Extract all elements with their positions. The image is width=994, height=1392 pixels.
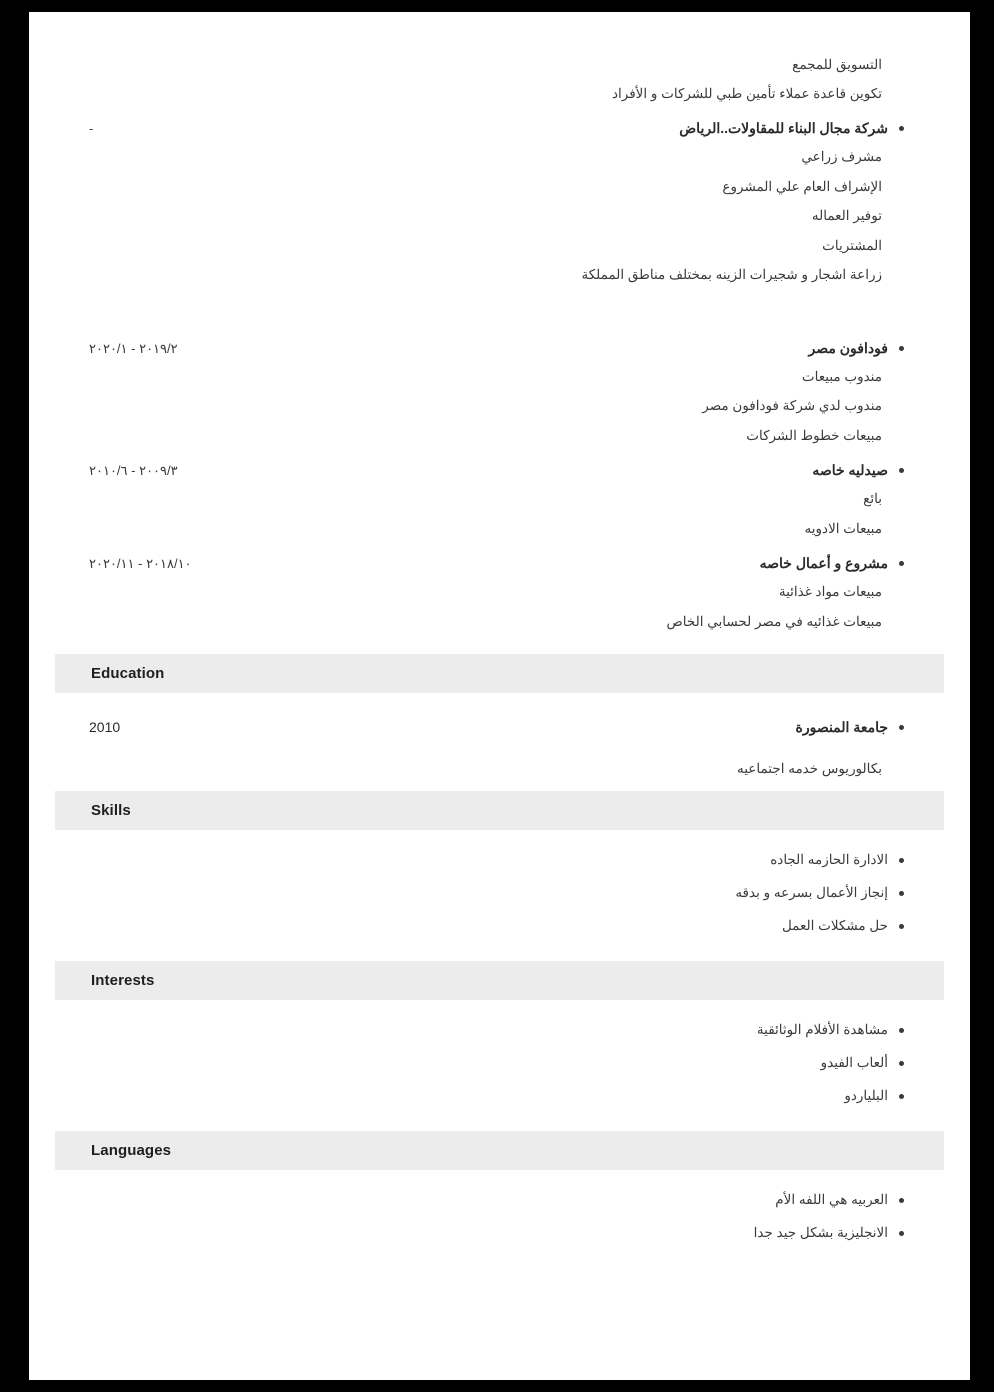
experience-entry-date: ٢٠١٨/١٠ - ٢٠٢٠/١١	[89, 556, 192, 571]
experience-entry-body	[89, 492, 910, 535]
experience-entry	[89, 555, 910, 628]
experience-entry	[89, 340, 910, 443]
experience-entry-line: الإشراف العام علي المشروع	[722, 178, 882, 194]
section-heading: Languages	[91, 1141, 172, 1159]
education-degree-wrap	[89, 762, 910, 776]
experience-entry-title: مشروع و أعمال خاصه	[760, 555, 910, 572]
list-item: الانجليزية بشكل جيد جدا	[89, 1225, 910, 1241]
interests-list	[89, 1022, 910, 1104]
experience-entry-line: مبيعات خطوط الشركات	[746, 427, 882, 443]
experience-entry-title: صيدليه خاصه	[812, 462, 910, 479]
education-year: 2010	[89, 719, 121, 735]
list-item: البلياردو	[89, 1088, 910, 1104]
education-degree: بكالوريوس خدمه اجتماعيه	[737, 761, 882, 776]
experience-entry-date: ٢٠٠٩/٣ - ٢٠١٠/٦	[89, 463, 178, 478]
list-item: ألعاب الفيدو	[89, 1055, 910, 1071]
experience-entry-line: مندوب لدي شركة فودافون مصر	[702, 398, 882, 413]
experience-entry-line: بائع	[863, 491, 882, 506]
experience-entry	[89, 462, 910, 535]
experience-entry-date: -	[89, 121, 94, 136]
experience-entry-line: مبيعات غذائيه في مصر لحسابي الخاص	[666, 613, 882, 629]
experience-entry-header	[89, 340, 910, 357]
experience-line: تكوين قاعدة عملاء تأمين طبي للشركات و الأفراد	[612, 85, 882, 101]
section-header-languages	[55, 1131, 944, 1170]
education-entry	[89, 719, 910, 776]
experience-entry-body	[89, 585, 910, 628]
section-heading: Interests	[91, 971, 155, 989]
section-header-skills	[55, 791, 944, 830]
education-section-body	[29, 719, 970, 776]
experience-line: التسويق للمجمع	[792, 57, 882, 72]
list-item: إنجاز الأعمال بسرعه و بدقه	[89, 885, 910, 901]
experience-entry-date: ٢٠١٩/٢ - ٢٠٢٠/١	[89, 340, 178, 356]
experience-entry-body	[89, 370, 910, 443]
section-header-interests	[55, 961, 944, 1000]
experience-entry-line: توفير العماله	[811, 208, 882, 223]
experience-entry-line: مندوب مبيعات	[801, 368, 882, 384]
section-header-education	[55, 654, 944, 693]
experience-entry-line: المشتريات	[822, 237, 882, 253]
list-item: العربيه هي اللفه الأم	[89, 1192, 910, 1208]
education-institution: جامعة المنصورة	[795, 719, 910, 736]
list-item: الادارة الحازمه الجاده	[89, 852, 910, 868]
experience-entry-header	[89, 555, 910, 572]
interests-section-body	[29, 1022, 970, 1104]
resume-content	[29, 12, 970, 1241]
skills-list	[89, 852, 910, 934]
experience-entry-line: مبيعات الادويه	[804, 520, 882, 536]
experience-entry	[89, 120, 910, 282]
experience-entry-header	[89, 462, 910, 479]
education-entry-header	[89, 719, 910, 736]
experience-entry-line: مبيعات مواد غذائية	[778, 584, 882, 599]
section-heading: Skills	[91, 801, 131, 819]
experience-entry-title: شركة مجال البناء للمقاولات..الرياض	[679, 120, 910, 137]
languages-section-body	[29, 1192, 970, 1241]
experience-continued-section	[29, 12, 970, 628]
experience-entry-body	[89, 150, 910, 282]
section-heading: Education	[91, 665, 165, 682]
list-item: حل مشكلات العمل	[89, 918, 910, 934]
experience-entry-header	[89, 120, 910, 137]
languages-list	[89, 1192, 910, 1241]
list-item: مشاهدة الأفلام الوثائقية	[89, 1022, 910, 1038]
experience-entry-line: زراعة اشجار و شجيرات الزينه بمختلف مناطق المملكة	[581, 267, 882, 282]
experience-entry-title: فودافون مصر	[808, 340, 910, 357]
skills-section-body	[29, 852, 970, 934]
resume-page	[29, 12, 970, 1380]
experience-entry-line: مشرف زراعي	[801, 149, 882, 164]
